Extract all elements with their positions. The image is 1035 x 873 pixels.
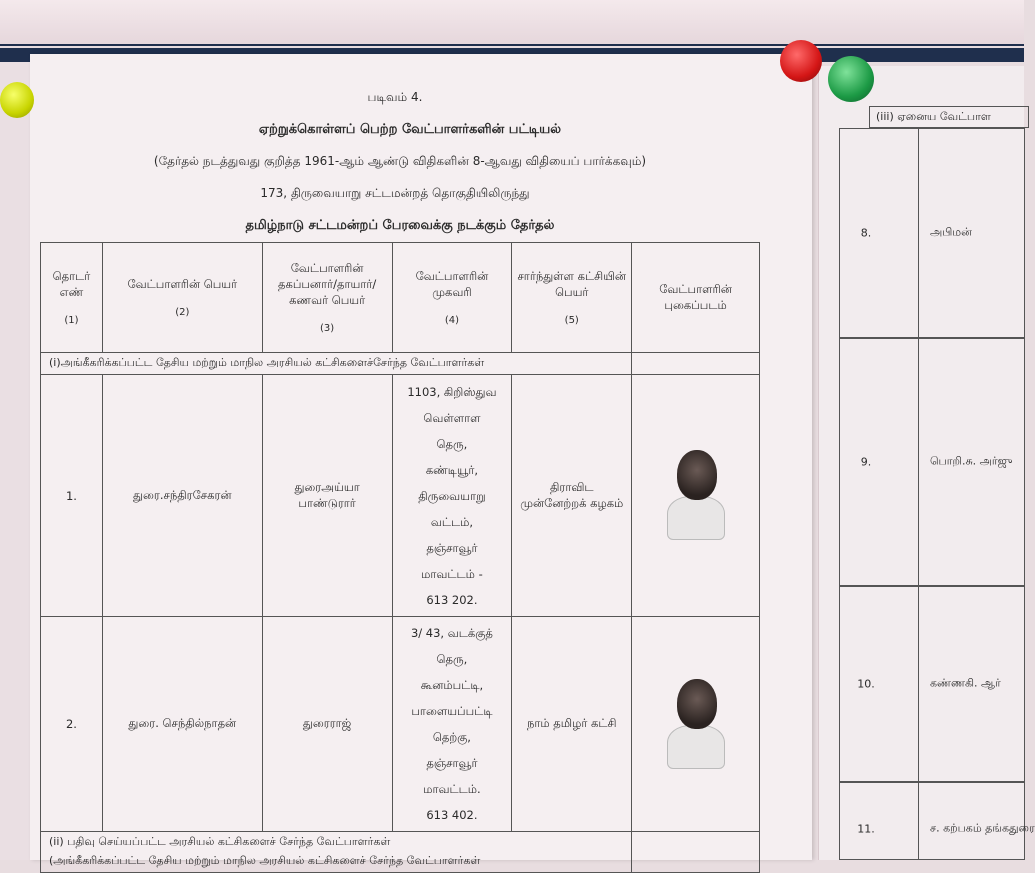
table-row: 8. அபிமன் (839, 128, 1025, 338)
table-row: 9. பொறி.சு. அர்ஜு (839, 338, 1025, 586)
green-pushpin (828, 56, 874, 102)
section-registered-parties: (ii) பதிவு செய்யப்பட்ட அரசியல் கட்சிகளைச் சேர்ந்த வேட்பாளர்கள் (அங்கீகரிக்கப்பட்ட தேசிய மற்றும் மாநில அரசியல் கட்சிகளைச் சேர்ந்த வேட்பாளர்கள் (41, 832, 760, 873)
header-parent: வேட்பாளரின் தகப்பனார்/தாயார்/ கணவர் பெயர் (3) (262, 243, 392, 353)
photo-cell (632, 375, 760, 617)
wall-top-strip (0, 0, 1024, 46)
constituency-line: 173, திருவையாறு சட்டமன்றத் தொகுதியிலிருந்து (260, 186, 530, 200)
candidate-list-sheet (30, 54, 812, 867)
other-candidates-header: (iii) ஏனைய வேட்பாள (869, 106, 1029, 128)
address-cell: 1103, கிறிஸ்துவ வெள்ளாள தெரு, கண்டியூர், திருவையாறு வட்டம், தஞ்சாவூர் மாவட்டம் - 613 202. (392, 375, 512, 617)
table-row: 11. ச. கற்பகம் தங்கதுரை (839, 782, 1025, 860)
photo-cell (632, 617, 760, 832)
form-number: படிவம் 4. (367, 90, 423, 104)
candidate-photo (665, 446, 727, 542)
header-name: வேட்பாளரின் பெயர் (2) (102, 243, 262, 353)
rule-reference: (தேர்தல் நடத்துவது குறித்த 1961-ஆம் ஆண்டு விதிகளின் 8-ஆவது விதியைப் பார்க்கவும்) (153, 154, 647, 168)
section-recognised-parties: (i)அங்கீகரிக்கப்பட்ட தேசிய மற்றும் மாநில அரசியல் கட்சிகளைச்சேர்ந்த வேட்பாளர்கள் (41, 353, 760, 375)
header-serial: தொடர் எண் (1) (41, 243, 103, 353)
address-cell: 3/ 43, வடக்குத் தெரு, கூனம்பட்டி, பாளையப்பட்டி தெற்கு, தஞ்சாவூர் மாவட்டம். 613 402. (392, 617, 512, 832)
table-row: 2. துரை. செந்தில்நாதன் துரைராஜ் 3/ 43, வடக்குத் தெரு, கூனம்பட்டி, பாளையப்பட்டி தெற்கு, தஞ்சாவூர் மாவட்டம். 613 402. நாம் தமிழர் கட்சி (41, 617, 760, 832)
table-row: 1. துரை.சந்திரசேகரன் துரைஅய்யா பாண்டுரார் 1103, கிறிஸ்துவ வெள்ளாள தெரு, கண்டியூர், திருவையாறு வட்டம், தஞ்சாவூர் மாவட்டம் - 613 202. திராவிட முன்னேற்றக் கழகம் (41, 375, 760, 617)
red-pushpin (780, 40, 822, 82)
document-title: ஏற்றுக்கொள்ளப் பெற்ற வேட்பாளர்களின் பட்டியல் (258, 122, 562, 137)
header-address: வேட்பாளரின் முகவரி (4) (392, 243, 512, 353)
header-photo: வேட்பாளரின் புகைப்படம் (632, 243, 760, 353)
adjacent-sheet (818, 66, 1035, 860)
header-party: சார்ந்துள்ள கட்சியின் பெயர் (5) (512, 243, 632, 353)
table-row: 10. கண்ணகி. ஆர் (839, 586, 1025, 782)
table-header-row (41, 243, 760, 353)
candidate-table (40, 242, 760, 873)
election-title: தமிழ்நாடு சட்டமன்றப் பேரவைக்கு நடக்கும் தேர்தல் (245, 218, 555, 233)
yellow-pushpin (0, 82, 34, 118)
candidate-photo (665, 675, 727, 771)
